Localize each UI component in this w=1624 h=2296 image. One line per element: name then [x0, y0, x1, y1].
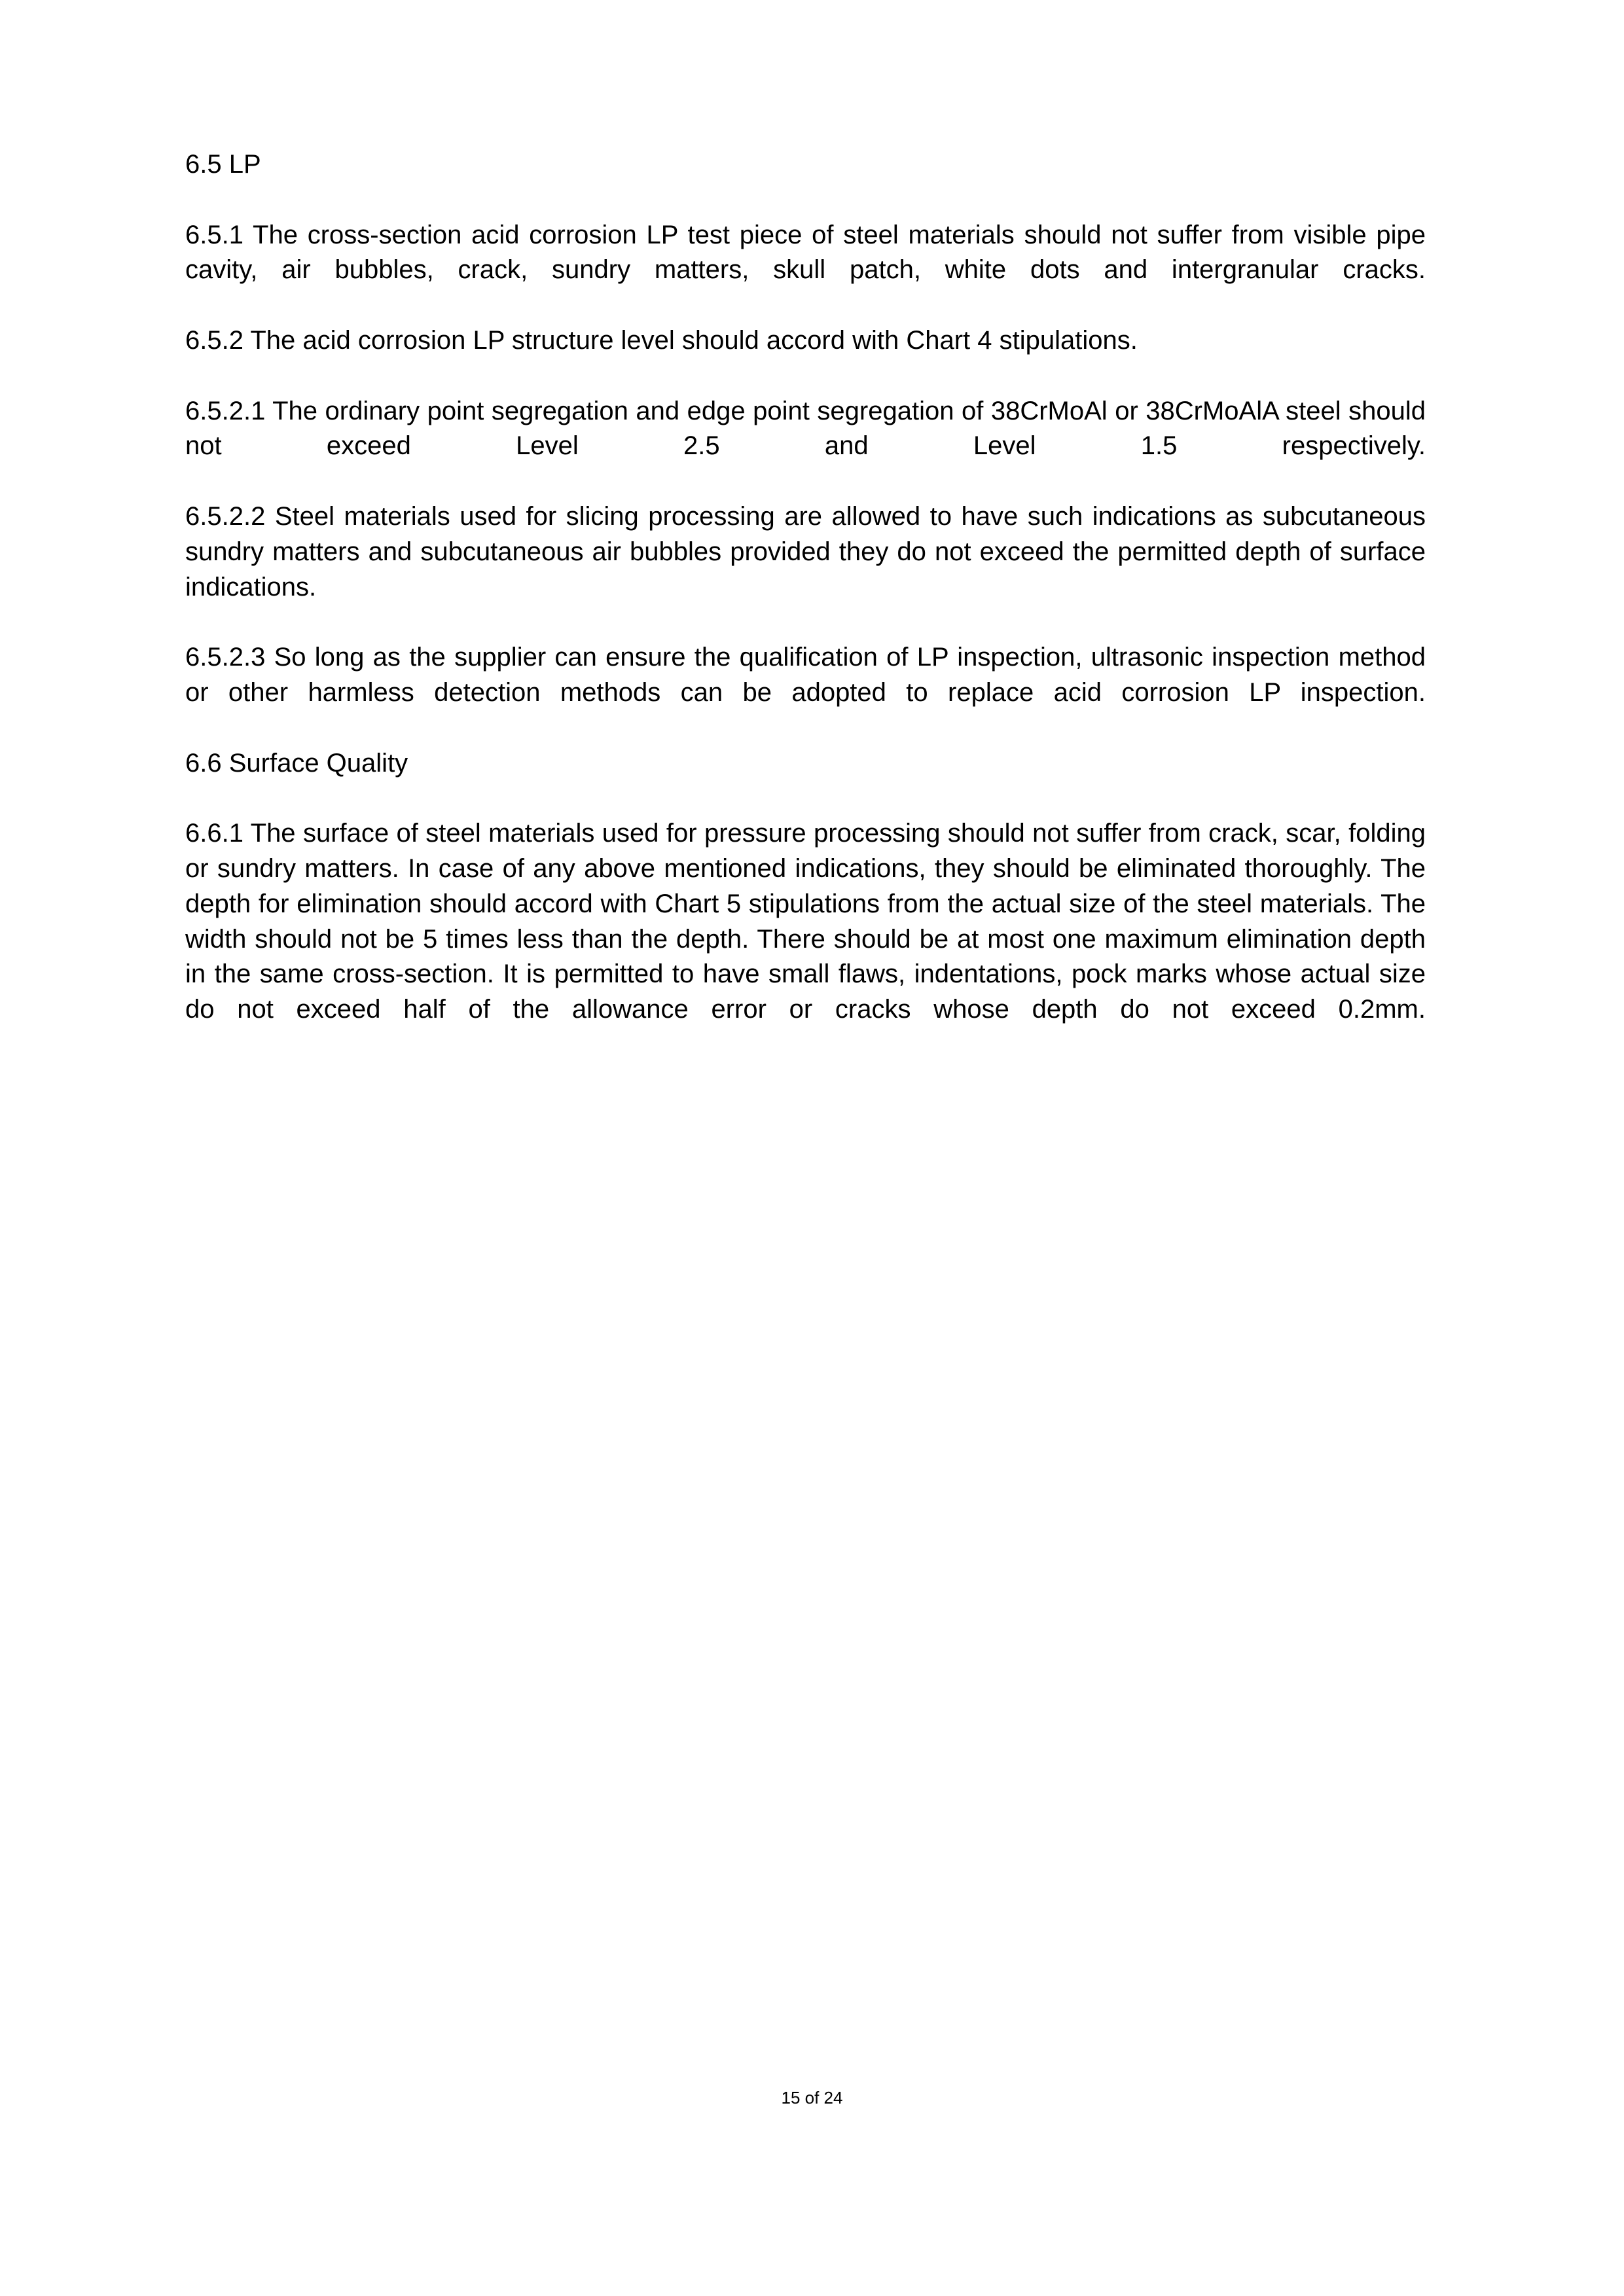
clause-6-5-2-3: 6.5.2.3 So long as the supplier can ensure the qualification of LP inspection, ultrasonic inspection method or other harmless detection methods can be adopted to replace acid corrosion LP inspection. — [185, 643, 1426, 707]
clause-6-6-1: 6.6.1 The surface of steel materials used for pressure processing should not suffer from crack, scar, folding or sundry matters. In case of any above mentioned indications, they should be eliminated thoroughly. The depth for elimination should accord with Chart 5 stipulations from the actual size of the steel materials. The width should not be 5 times less than the depth. There should be at most one maximum elimination depth in the same cross-section. It is permitted to have small flaws, indentations, pock marks whose actual size do not exceed half of the allowance error or cracks whose depth do not exceed 0.2mm. — [185, 819, 1426, 1024]
page-footer — [0, 2088, 1624, 2108]
clause-6-5-2-1: 6.5.2.1 The ordinary point segregation and edge point segregation of 38CrMoAl or 38CrMoAlA steel should not exceed Level 2.5 and Level 1.5 respectively. — [185, 396, 1426, 461]
clause-6-5-2: 6.5.2 The acid corrosion LP structure level should accord with Chart 4 stipulations. — [185, 325, 1138, 355]
document-body — [185, 147, 1426, 1063]
section-heading-6-5: 6.5 LP — [185, 150, 261, 179]
section-heading-6-6: 6.6 Surface Quality — [185, 748, 408, 778]
clause-6-5-1: 6.5.1 The cross-section acid corrosion LP test piece of steel materials should not suffer from visible pipe cavity, air bubbles, crack, sundry matters, skull patch, white dots and intergranular cracks. — [185, 220, 1426, 285]
page-number-label: 15 of 24 — [781, 2088, 843, 2108]
clause-6-5-2-2: 6.5.2.2 Steel materials used for slicing processing are allowed to have such indications as subcutaneous sundry matters and subcutaneous air bubbles provided they do not exceed the permitted depth of surface indications. — [185, 501, 1426, 601]
